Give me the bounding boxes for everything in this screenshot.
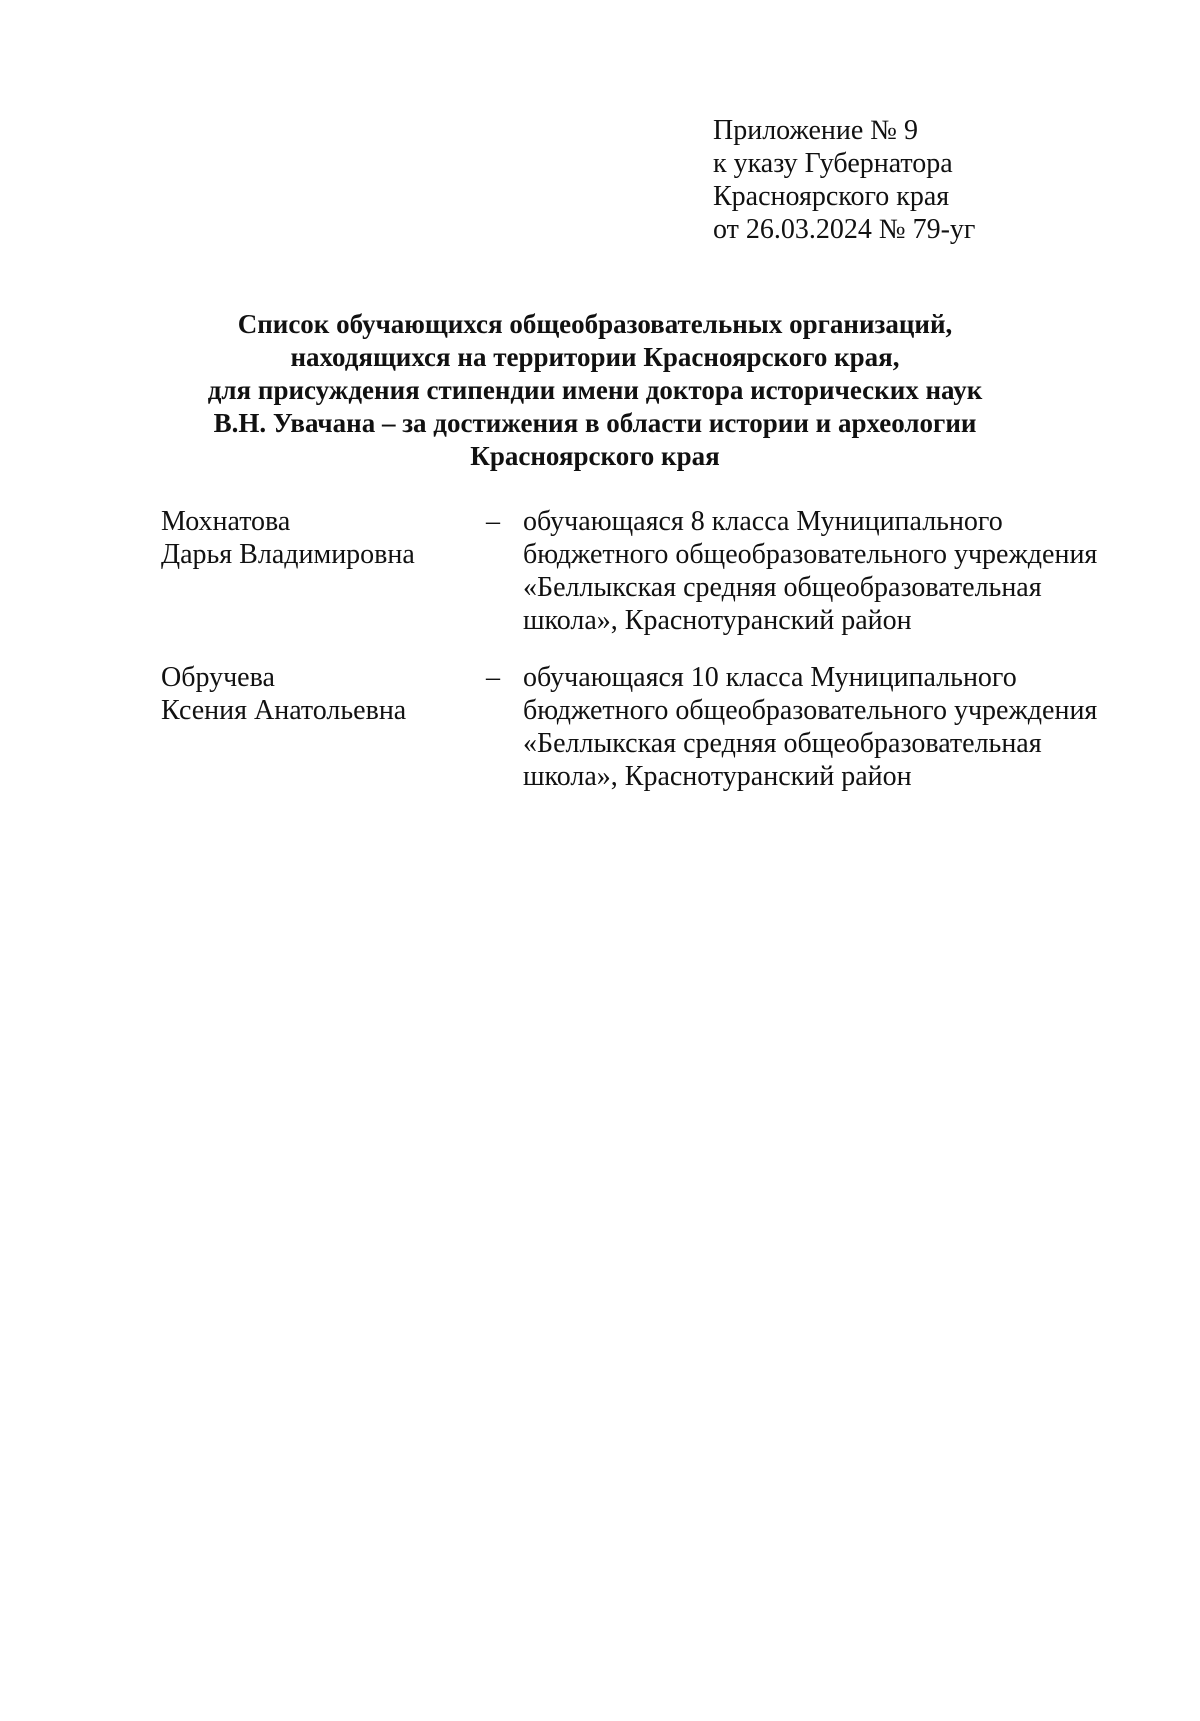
title-line: находящихся на территории Красноярского края,	[290, 342, 900, 372]
annex-line: от 26.03.2024 № 79-уг	[713, 214, 976, 245]
student-entry	[161, 661, 1121, 792]
annex-line: Красноярского края	[713, 181, 950, 212]
student-surname: Мохнатова	[161, 506, 291, 537]
title-line: В.Н. Увачана – за достижения в области истории и археологии	[213, 408, 977, 438]
student-surname: Обручева	[161, 662, 275, 693]
description-line: «Беллыкская средняя общеобразовательная	[523, 572, 1042, 603]
title-line: Список обучающихся общеобразовательных организаций,	[237, 309, 953, 339]
description-line: обучающаяся 10 класса Муниципального	[523, 662, 1017, 693]
student-list	[161, 505, 1121, 817]
student-description	[523, 661, 1123, 793]
document-title	[160, 308, 1030, 473]
student-entry	[161, 505, 1121, 636]
description-line: школа», Краснотуранский район	[523, 605, 912, 636]
description-line: бюджетного общеобразовательного учреждения	[523, 695, 1098, 726]
annex-header	[713, 114, 975, 246]
student-name	[161, 505, 471, 571]
annex-line: Приложение № 9	[713, 115, 918, 146]
description-line: школа», Краснотуранский район	[523, 761, 912, 792]
description-line: обучающаяся 8 класса Муниципального	[523, 506, 1003, 537]
description-line: «Беллыкская средняя общеобразовательная	[523, 728, 1042, 759]
student-given-names: Ксения Анатольевна	[161, 695, 407, 726]
student-name	[161, 661, 471, 727]
title-line: для присуждения стипендии имени доктора исторических наук	[207, 375, 983, 405]
entry-dash: –	[486, 662, 500, 693]
description-line: бюджетного общеобразовательного учреждения	[523, 539, 1098, 570]
entry-dash: –	[486, 506, 500, 537]
student-description	[523, 505, 1123, 637]
title-line: Красноярского края	[470, 441, 720, 471]
annex-line: к указу Губернатора	[713, 148, 953, 179]
student-given-names: Дарья Владимировна	[161, 539, 415, 570]
